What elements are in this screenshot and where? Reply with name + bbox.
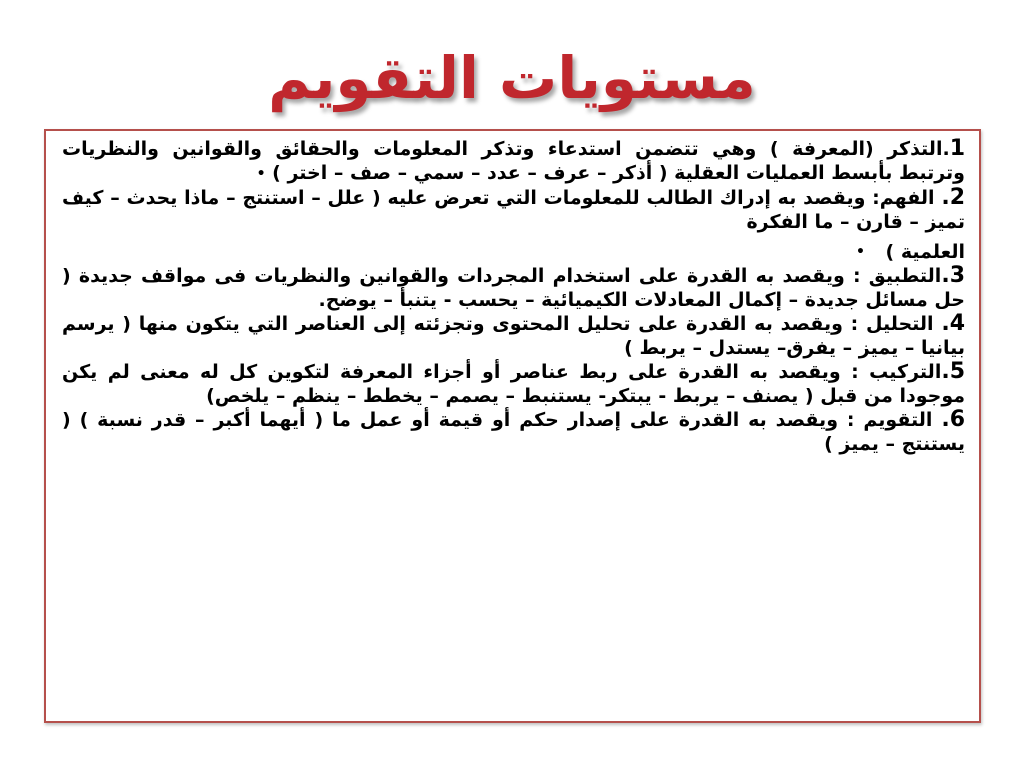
- item-4: [62, 312, 965, 360]
- item-1: [62, 137, 965, 186]
- item-4-number: 4.: [941, 311, 965, 336]
- bullet-icon: •: [256, 165, 266, 182]
- item-6-text: التقويم : ويقصد به القدرة على إصدار حكم أو قيمة أو عمل ما ( أيهما أكبر – قدر نسبة ) ( يستنتج – يميز ): [62, 409, 965, 455]
- item-2-continuation: [62, 240, 965, 265]
- item-5-number: 5.: [941, 359, 965, 384]
- item-5: [62, 360, 965, 408]
- item-2: [62, 186, 965, 234]
- item-6-number: 6.: [941, 407, 965, 432]
- item-2-number: 2.: [941, 184, 965, 210]
- item-4-text: التحليل : ويقصد به القدرة على تحليل المحتوى وتجزئته إلى العناصر التي يتكون منها ( يرسم بيانيا – يميز – يفرق– يستدل – يربط ): [62, 313, 965, 359]
- item-3-number: 3.: [941, 263, 965, 288]
- item-1-text: .التذكر (المعرفة ) وهي تتضمن استدعاء وتذكر المعلومات والحقائق والقوانين والنظريات وترتبط بأبسط العمليات العقلية ( أذكر – عرف – عدد – سمي – صف – اختر ): [62, 138, 965, 184]
- item-2-text: الفهم: ويقصد به إدراك الطالب للمعلومات التي تعرض عليه ( علل – استنتج – ماذا يحدث – كيف تميز – قارن – ما الفكرة: [62, 186, 965, 233]
- item-3: [62, 264, 965, 312]
- item-1-number: 1: [949, 136, 965, 161]
- bullet-icon: •: [855, 244, 865, 260]
- item-6: [62, 408, 965, 456]
- content-box: [44, 129, 981, 723]
- item-3-text: التطبيق : ويقصد به القدرة على استخدام المجردات والقوانين والنظريات فى مواقف جديدة ( حل مسائل جديدة – إكمال المعادلات الكيميائية – يحسب - يتنبأ – يوضح.: [62, 265, 965, 311]
- item-5-text: التركيب : ويقصد به القدرة على ربط عناصر أو أجزاء المعرفة لتكوين كل له معنى لم يكن موجودا من قبل ( يصنف – يربط - يبتكر- يستنبط – يصمم – يخطط – ينظم – يلخص): [62, 361, 965, 407]
- slide-title: مستويات التقويم: [268, 44, 756, 112]
- item-2-continuation-text: العلمية ): [885, 240, 965, 263]
